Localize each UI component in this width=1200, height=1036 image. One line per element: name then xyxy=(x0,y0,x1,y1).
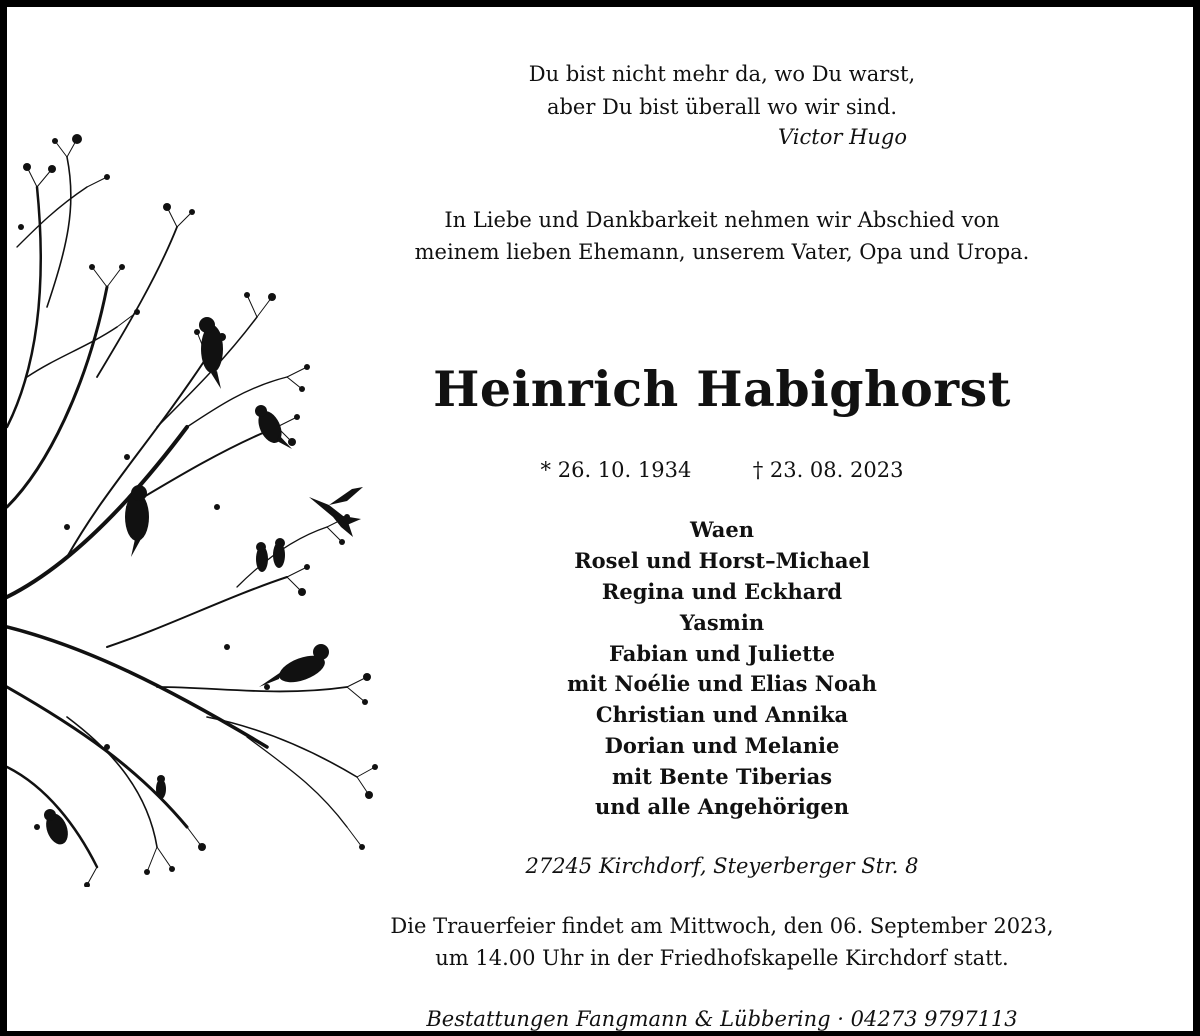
poem-line: Du bist nicht mehr da, wo Du warst, xyxy=(528,62,916,86)
list-item: mit Bente Tiberias xyxy=(611,764,833,789)
bird-icon xyxy=(42,809,72,847)
list-item: und alle Angehörigen xyxy=(595,794,849,819)
bird-icon xyxy=(199,317,223,389)
life-dates xyxy=(387,458,1057,482)
tree-branches-icon xyxy=(7,127,387,887)
bird-icon xyxy=(254,405,292,449)
list-item: Dorian und Melanie xyxy=(604,733,840,758)
intro-line: In Liebe und Dankbarkeit nehmen wir Abschied von xyxy=(444,208,1000,232)
address: 27245 Kirchdorf, Steyerberger Str. 8 xyxy=(525,854,919,878)
list-item: Rosel und Horst–Michael xyxy=(574,548,870,573)
deceased-name: Heinrich Habighorst xyxy=(433,360,1011,418)
service-line: Die Trauerfeier findet am Mittwoch, den 06. September 2023, xyxy=(390,914,1054,938)
bird-icon xyxy=(156,775,166,799)
poem-line: aber Du bist überall wo wir sind. xyxy=(546,95,898,119)
list-item: Regina und Eckhard xyxy=(601,579,843,604)
list-item: Fabian und Juliette xyxy=(608,641,836,666)
list-item: Yasmin xyxy=(679,610,765,635)
funeral-home: Bestattungen Fangmann & Lübbering xyxy=(426,1007,831,1031)
hummingbird-icon xyxy=(309,487,363,537)
footer xyxy=(387,1007,1057,1031)
phone-number: · 04273 9797113 xyxy=(837,1007,1018,1031)
birth-date: * 26. 10. 1934 xyxy=(540,458,692,482)
obituary-text xyxy=(387,7,1057,1036)
service-line: um 14.00 Uhr in der Friedhofskapelle Kirchdorf statt. xyxy=(435,946,1009,970)
intro-line: meinem lieben Ehemann, unserem Vater, Opa und Uropa. xyxy=(414,240,1030,264)
bird-icon xyxy=(259,644,329,688)
list-item: mit Noélie und Elias Noah xyxy=(567,671,877,696)
list-item: Waen xyxy=(690,517,754,542)
list-item: Christian und Annika xyxy=(595,702,849,727)
death-date: † 23. 08. 2023 xyxy=(752,458,904,482)
bird-icon xyxy=(256,538,285,572)
poem-author: Victor Hugo xyxy=(778,125,907,149)
